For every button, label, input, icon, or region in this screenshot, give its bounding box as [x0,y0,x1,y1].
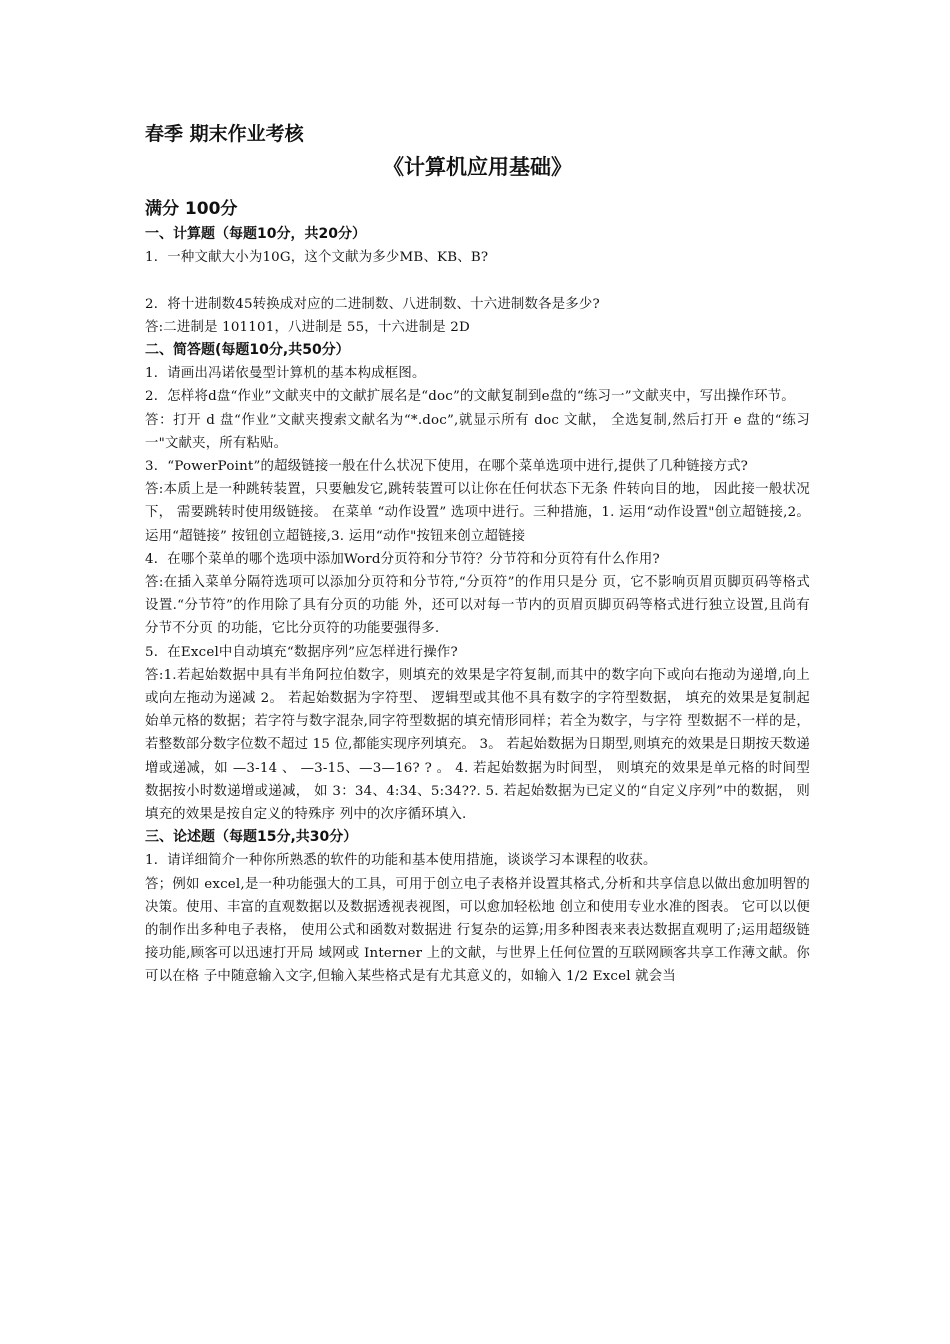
question-1-2: 2．将十进制数45转换成对应的二进制数、八进制数、十六进制数各是多少? [145,296,600,312]
question-2-2: 2．怎样将d盘“作业”文献夹中的文献扩展名是“doc”的文献复制到e盘的“练习一”文献夹中，写出操作环节。 [145,389,795,405]
section-2-heading: 二、简答题(每题10分,共50分） [145,342,350,358]
blank-line [145,269,810,292]
question-1-1: 1．一种文献大小为10G，这个文献为多少MB、KB、B? [145,250,489,266]
section-1-heading: 一、计算题（每题10分，共20分） [145,226,366,242]
section-3-heading: 三、论述题（每题15分,共30分） [145,829,358,846]
answer-1-2: 答:二进制是 101101，八进制是 55，十六进制是 2D [145,319,470,335]
question-2-5: 5．在Excel中自动填充“数据序列”应怎样进行操作? [145,644,458,660]
season-heading: 春季 期末作业考核 [145,123,304,145]
question-2-3: 3．“PowerPoint”的超级链接一般在什么状况下使用，在哪个菜单选项中进行,提供了几种链接方式? [145,459,749,475]
answer-2-3: 答:本质上是一种跳转装置，只要触发它,跳转装置可以让你在任何状态下无条 件转向目的地， 因此接一般状况下， 需要跳转时使用级链接。 在菜单 “动作设置” 选项中进行。三种措施，1. 运用“动作设置"创立超链接,2。 运用“超链接” 按钮创立超链接,3. 运用“动作"按钮来创立超链接 [145,482,810,544]
answer-2-2: 答：打开 d 盘“作业”文献夹搜索文献名为“*.doc”,就显示所有 doc 文献， 全选复制,然后打开 e 盘的“练习一"文献夹，所有粘贴。 [145,412,810,451]
answer-2-5: 答:1.若起始数据中具有半角阿拉伯数字，则填充的效果是字符复制,而其中的数字向下或向右拖动为递增,向上或向左拖动为递减 2。 若起始数据为字符型、 逻辑型或其他不具有数字的字符型数据， 填充的效果是复制起 始单元格的数据；若字符与数字混杂,同字符型数据的填充情形同样；若全为数字，与字符 型数据不一样的是，若整数部分数字位数不超过 15 位,都能实现序列填充。 3。 若起始数据为日期型,则填充的效果是日期按天数递增或递减，如 —3-14 、 —3-15、—3—16? ? 。 4. 若起始数据为时间型， 则填充的效果是单元格的时间型数据按小时数递增或递减， 如 3：34、4:34、5:34??. 5. 若起始数据为已定义的“自定义序列”中的数据， 则填充的效果是按自定义的特殊序 列中的次序循环填入. [145,667,810,823]
document-page [145,120,810,989]
answer-2-4: 答:在插入菜单分隔符选项可以添加分页符和分节符,“分页符”的作用只是分 页，它不影响页眉页脚页码等格式设置.“分节符”的作用除了具有分页的功能 外，还可以对每一节内的页眉页脚页码等格式进行独立设置,且尚有分节不分页 的功能，它比分页符的功能要强得多. [145,575,810,637]
full-score: 满分 100分 [145,199,238,219]
question-3-1: 1．请详细简介一种你所熟悉的软件的功能和基本使用措施，谈谈学习本课程的收获。 [145,853,657,869]
question-2-1: 1．请画出冯诺依曼型计算机的基本构成框图。 [145,366,426,382]
answer-3-1: 答；例如 excel,是一种功能强大的工具，可用于创立电子表格并设置其格式,分析和共享信息以做出愈加明智的决策。使用、丰富的直观数据以及数据透视表视图，可以愈加轻松地 创立和使用专业水准的图表。 它可以以便的制作出多种电子表格， 使用公式和函数对数据进 行复杂的运算;用多种图表来表达数据直观明了;运用超级链接功能,顾客可以迅速打开局 域网或 Interner 上的文献，与世界上任何位置的互联网顾客共享工作薄文献。你可以在格 子中随意输入文字,但输入某些格式是有尤其意义的，如输入 1/2 Excel 就会当 [145,876,810,985]
question-2-4: 4．在哪个菜单的哪个选项中添加Word分页符和分节符？分节符和分页符有什么作用? [145,551,660,567]
course-title: 《计算机应用基础》 [383,155,572,179]
